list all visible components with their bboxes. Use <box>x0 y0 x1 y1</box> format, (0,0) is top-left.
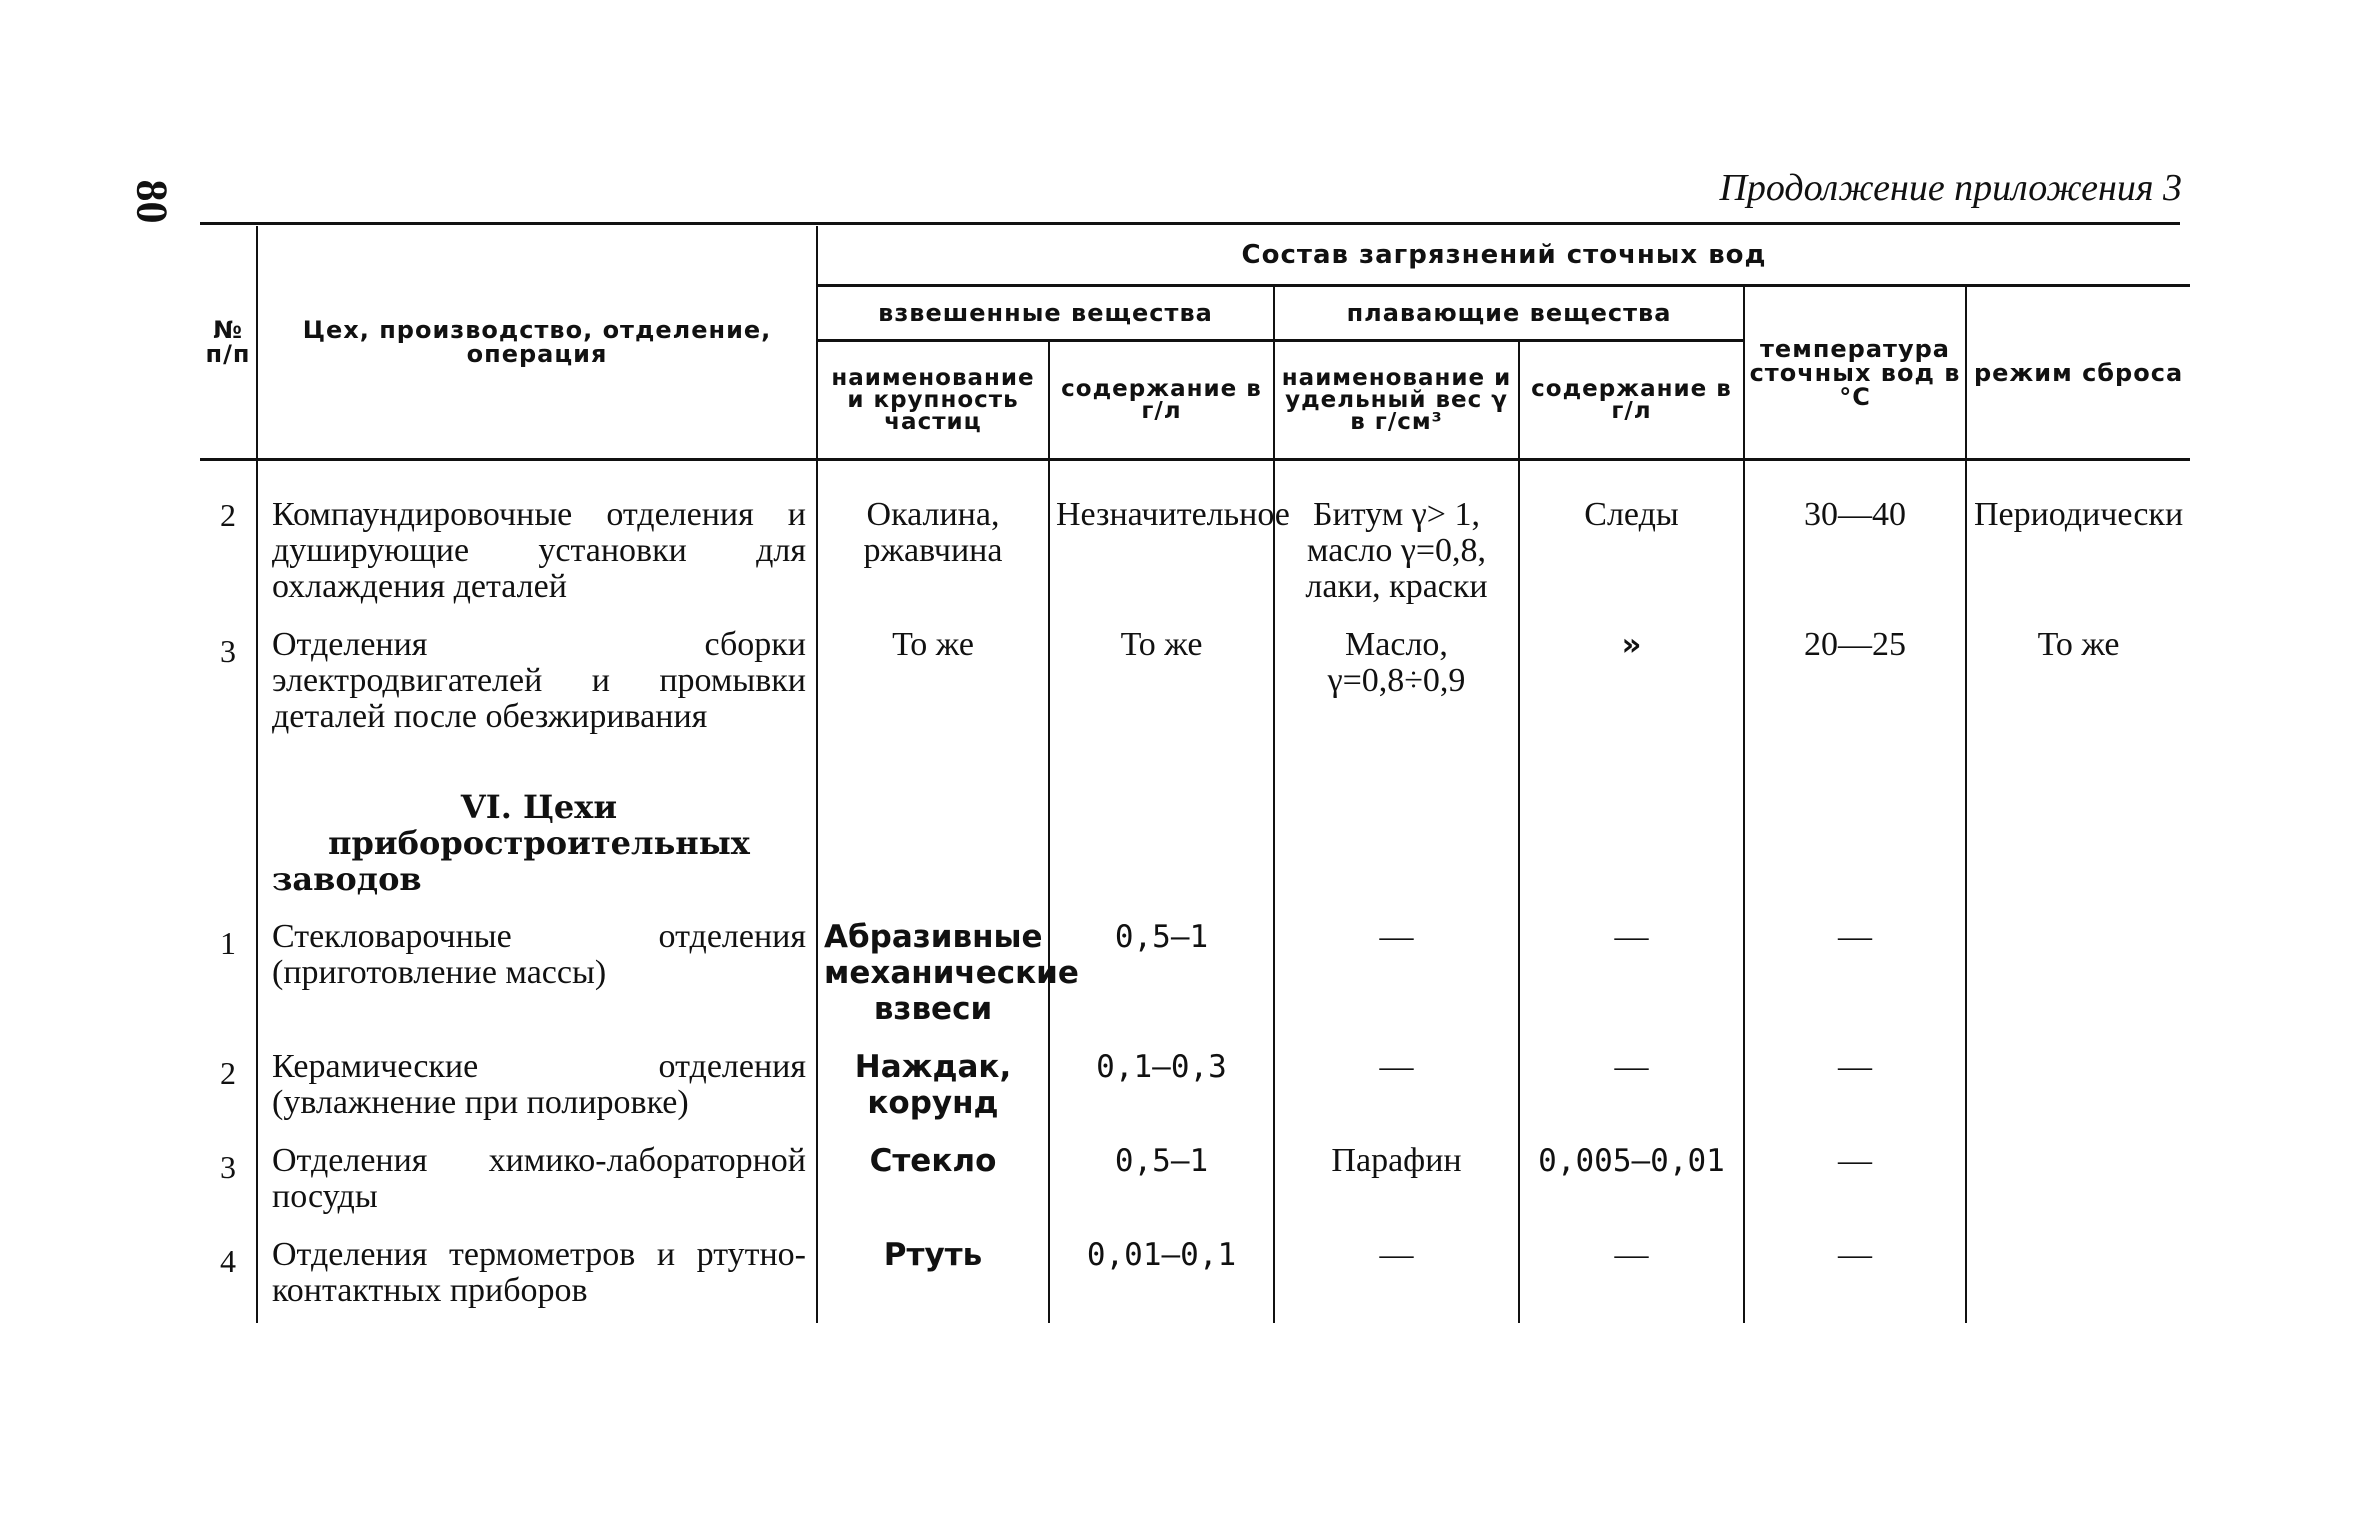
row-ss-name: Стекло <box>817 1135 1049 1229</box>
row-mode <box>1966 1041 2190 1135</box>
table-row <box>200 460 2190 620</box>
row-name: Отделения химико-лабораторной посуды <box>257 1135 817 1229</box>
row-number: 2 <box>220 497 236 533</box>
row-ss-content: 0,5—1 <box>1049 911 1274 1041</box>
row-ss-name: Окалина, ржавчина <box>817 460 1049 620</box>
row-fl-name: Масло, γ=0,8÷0,9 <box>1274 619 1519 749</box>
row-fl-name: — <box>1274 1041 1519 1135</box>
row-ss-content: 0,1—0,3 <box>1049 1041 1274 1135</box>
header-suspended: взвешенные вещества <box>817 286 1274 341</box>
row-ss-content: Незначительное <box>1049 460 1274 620</box>
row-number: 3 <box>220 633 236 669</box>
row-ss-name: Наждак, корунд <box>817 1041 1049 1135</box>
row-number: 1 <box>220 925 236 961</box>
row-number: 4 <box>220 1243 236 1279</box>
row-name: Отделения термометров и ртутно-контактных приборов <box>257 1229 817 1323</box>
row-fl-name: — <box>1274 911 1519 1041</box>
row-ss-name: Ртуть <box>817 1229 1049 1323</box>
row-fl-content: — <box>1519 1041 1744 1135</box>
section-title: VI. Цехи приборостроительных заводов <box>257 749 817 911</box>
top-rule <box>200 222 2180 225</box>
table-row <box>200 911 2190 1041</box>
row-mode <box>1966 911 2190 1041</box>
section-row <box>200 749 2190 911</box>
row-fl-name: Парафин <box>1274 1135 1519 1229</box>
page-number: 80 <box>127 179 177 224</box>
header-temperature: температура сточных вод в °C <box>1744 286 1966 460</box>
row-number: 3 <box>220 1149 236 1185</box>
row-fl-name: Битум γ> 1, масло γ=0,8, лаки, краски <box>1274 460 1519 620</box>
row-mode: То же <box>1966 619 2190 749</box>
table-row <box>200 1229 2190 1323</box>
row-ss-name: То же <box>817 619 1049 749</box>
header-floating-content: содержание в г/л <box>1519 341 1744 460</box>
row-fl-content: Следы <box>1519 460 1744 620</box>
row-number: 2 <box>220 1055 236 1091</box>
header-name: Цех, производство, отделение, операция <box>257 226 817 460</box>
header-suspended-name: наименование и крупность частиц <box>817 341 1049 460</box>
row-fl-content: — <box>1519 911 1744 1041</box>
row-ss-content: 0,01—0,1 <box>1049 1229 1274 1323</box>
row-ss-content: 0,5—1 <box>1049 1135 1274 1229</box>
table-row <box>200 619 2190 749</box>
row-temp: 20—25 <box>1744 619 1966 749</box>
header-floating-name: наименование и удельный вес γ в г/см³ <box>1274 341 1519 460</box>
row-mode <box>1966 1135 2190 1229</box>
header-composition: Состав загрязнений сточных вод <box>817 226 2190 286</box>
row-temp: — <box>1744 911 1966 1041</box>
row-temp: — <box>1744 1135 1966 1229</box>
row-name: Отделения сборки электродвигателей и промывки деталей после обезжиривания <box>257 619 817 749</box>
row-fl-content: — <box>1519 1229 1744 1323</box>
row-temp: — <box>1744 1229 1966 1323</box>
row-fl-content: » <box>1519 619 1744 749</box>
row-ss-name: Абразивные механические взвеси <box>817 911 1049 1041</box>
row-mode <box>1966 1229 2190 1323</box>
header-mode: режим сброса <box>1966 286 2190 460</box>
row-fl-name: — <box>1274 1229 1519 1323</box>
header-floating: плавающие вещества <box>1274 286 1744 341</box>
row-name: Керамические отделения (увлажнение при полировке) <box>257 1041 817 1135</box>
wastewater-table <box>200 226 2190 1323</box>
running-head: Продолжение приложения 3 <box>1719 167 2182 209</box>
row-temp: 30—40 <box>1744 460 1966 620</box>
table-row <box>200 1135 2190 1229</box>
row-name: Компаундировочные отделения и душирующие установки для охлаждения деталей <box>257 460 817 620</box>
data-table <box>200 226 2190 1323</box>
row-temp: — <box>1744 1041 1966 1135</box>
table-row <box>200 1041 2190 1135</box>
row-name: Стекловарочные отделения (приготовление массы) <box>257 911 817 1041</box>
row-fl-content: 0,005—0,01 <box>1519 1135 1744 1229</box>
row-mode: Периодически <box>1966 460 2190 620</box>
header-suspended-content: содержание в г/л <box>1049 341 1274 460</box>
header-no: № п/п <box>200 226 257 460</box>
row-ss-content: То же <box>1049 619 1274 749</box>
